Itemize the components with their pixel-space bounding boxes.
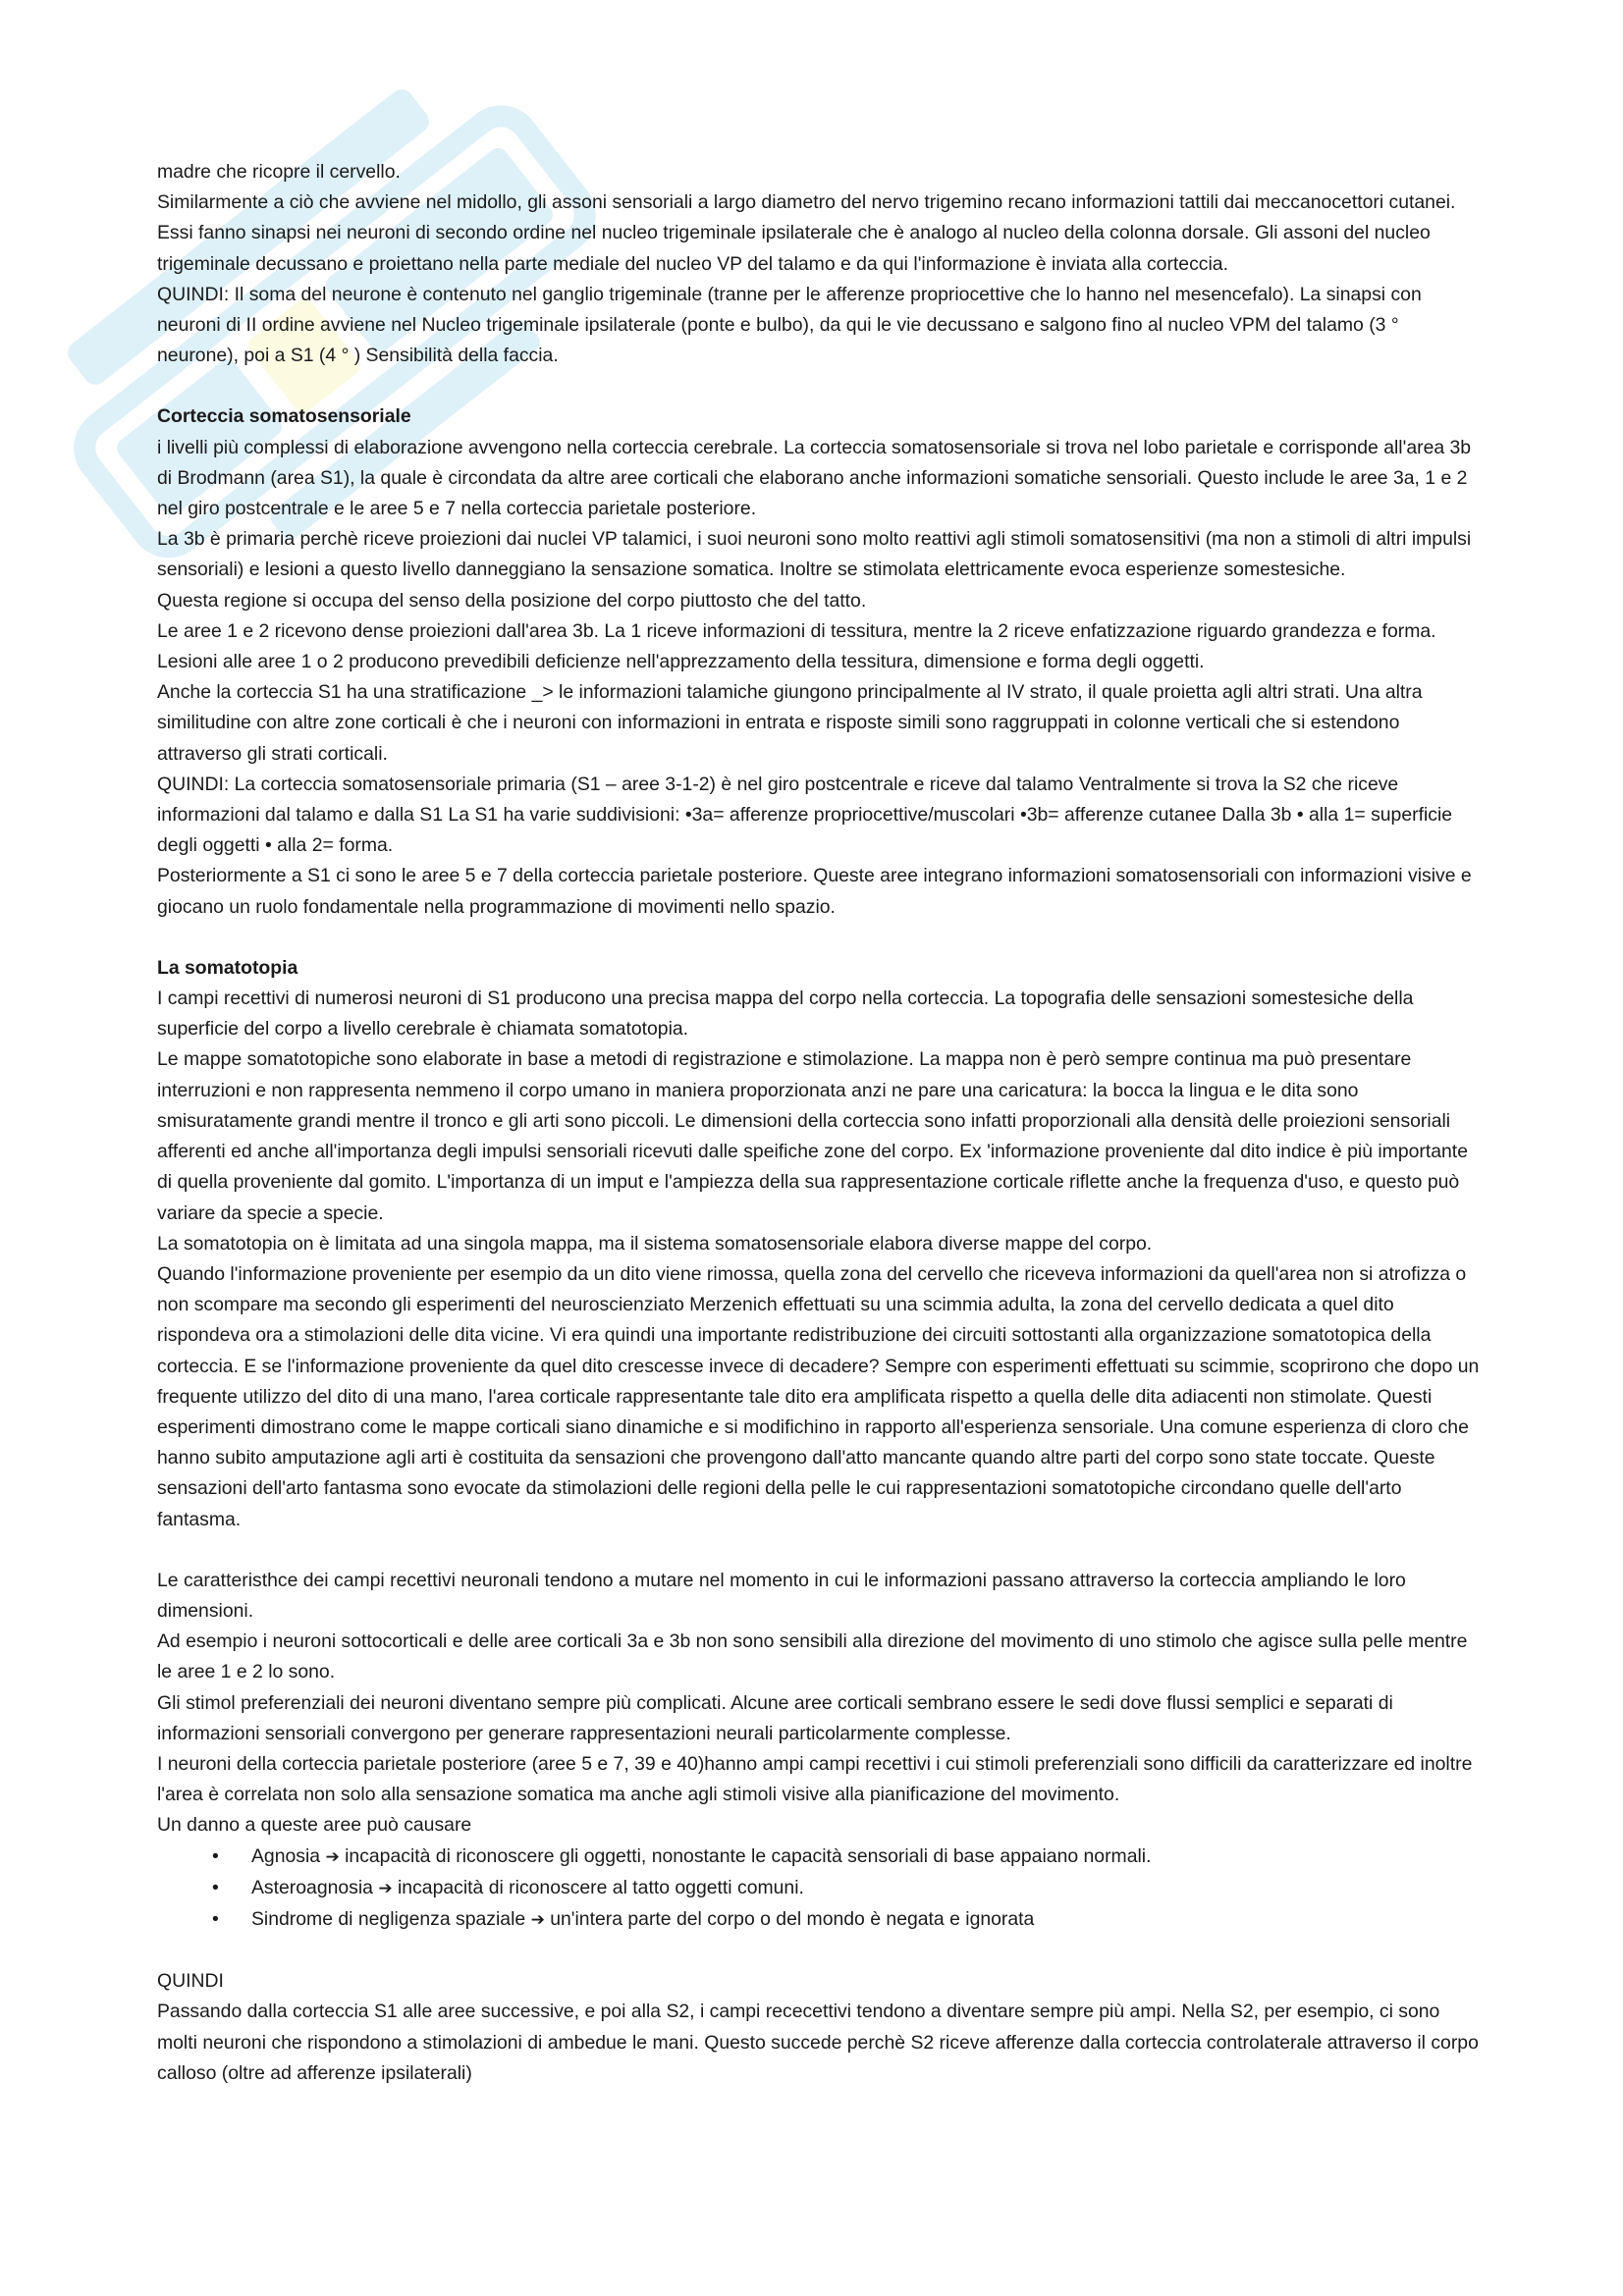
paragraph: La 3b è primaria perchè riceve proiezioni dai nuclei VP talamici, i suoi neuroni sono molto reattivi agli stimoli somatosensitivi (ma non a stimoli di altri impulsi sensoriali) e lesioni a questo livello danneggiano la sensazione somatica. Inoltre se stimolata elettricamente evoca esperienze somestesiche. [157,528,1472,581]
list-item [157,1904,1483,1936]
section-receptive-fields [157,1566,1483,1936]
bullet-icon: • [212,1907,219,1930]
list-item-desc: incapacità di riconoscere gli oggetti, nonostante le capacità sensoriali di base appaiano normali. [345,1844,1152,1867]
paragraph: I campi recettivi di numerosi neuroni di S1 producono una precisa mappa del corpo nella corteccia. La topografia delle sensazioni somestesiche della superficie del corpo a livello cerebrale è chiamata somatotopia. [157,988,1414,1041]
paragraph: I neuroni della corteccia parietale posteriore (aree 5 e 7, 39 e 40)hanno ampi campi recettivi i cui stimoli preferenziali sono difficili da caratterizzare ed inoltre l'area è correlata non solo alla sensazione somatica ma anche agli stimoli visive alla pianificazione del movimento. [157,1752,1473,1806]
arrow-right-icon: ➔ [530,1909,545,1930]
paragraph: Quando l'informazione proveniente per esempio da un dito viene rimossa, quella zona del cervello che riceveva informazioni da quell'area non si atrofizza o non scompare ma secondo gli esperimenti del neuroscienziato Merzenich effettuati su una scimmia adulta, la zona del cervello dedicata a quel dito rispondeva ora a stimolazioni delle dita vicine. Vi era quindi una importante redistribuzione dei circuiti sottostanti alla organizzazione somatotopica della corteccia. E se l'informazione proveniente da quel dito crescesse invece di decadere? Sempre con esperimenti effettuati su scimmie, scoprirono che dopo un frequente utilizzo del dito di una mano, l'area corticale rappresentante tale dito era amplificata rispetto a quella delle dita adiacenti non stimolate. Questi esperimenti dimostrano come le mappe corticali siano dinamiche e si modifichino in rapporto all'esperienza sensoriale. Una comune esperienza di cloro che hanno subito amputazione agli arti è costituita da sensazioni che provengono dall'atto mancante quando altre parti del corpo sono state toccate. Queste sensazioni dell'arto fantasma sono evocate da stimolazioni delle regioni della pelle le cui rappresentazioni somatotopiche circondano quelle dell'arto fantasma. [157,1262,1480,1530]
paragraph: Gli stimol preferenziali dei neuroni diventano sempre più complicati. Alcune aree corticali sembrano essere le sedi dove flussi semplici e separati di informazioni sensoriali convergono per generare rappresentazioni neurali particolarmente complesse. [157,1691,1393,1744]
paragraph: Le mappe somatotopiche sono elaborate in base a metodi di registrazione e stimolazione. La mappa non è però sempre continua ma può presentare interruzioni e non rappresenta nemmeno il corpo umano in maniera proporzionata anzi ne pare una caricatura: la bocca la lingua e le dita sono smisuratamente grandi mentre il tronco e gli arti sono piccoli. Le dimensioni della corteccia sono infatti proporzionali alla densità delle proiezioni sensoriali afferenti ed anche all'importanza degli impulsi sensoriali ricevuti dalle speifiche zone del corpo. Ex 'informazione proveniente dal dito indice è più importante di quella proveniente dal gomito. L'importanza di un imput e l'ampiezza della sua rappresentazione corticale riflette anche la frequenza d'uso, e questo può variare da specie a specie. [157,1048,1468,1224]
bullet-icon: • [212,1876,219,1898]
paragraph: QUINDI: Il soma del neurone è contenuto nel ganglio trigeminale (tranne per le afferenze propriocettive che lo hanno nel mesencefalo). La sinapsi con neuroni di II ordine avviene nel Nucleo trigeminale ipsilaterale (ponte e bulbo), da qui le vie decussano e salgono fino al nucleo VPM del talamo (3 ° neurone), poi a S1 (4 ° ) Sensibilità della faccia. [157,283,1422,367]
paragraph: Le aree 1 e 2 ricevono dense proiezioni dall'area 3b. La 1 riceve informazioni di tessitura, mentre la 2 riceve enfatizzazione riguardo grandezza e forma. Lesioni alle aree 1 o 2 producono prevedibili deficienze nell'apprezzamento della tessitura, dimensione e forma degli oggetti. [157,619,1436,673]
paragraph: Un danno a queste aree può causare [157,1814,472,1837]
list-item-desc: incapacità di riconoscere al tatto oggetti comuni. [398,1876,804,1898]
list-item-term: Agnosia [251,1844,321,1867]
bullet-icon: • [212,1844,219,1867]
section-quindi [157,1966,1483,2089]
section-cortex [157,401,1483,922]
paragraph: Questa regione si occupa del senso della posizione del corpo piuttosto che del tatto. [157,589,867,612]
arrow-right-icon: ➔ [325,1846,340,1867]
document-page [157,157,1483,2089]
section-somatotopia [157,953,1483,1535]
paragraph: Passando dalla corteccia S1 alle aree successive, e poi alla S2, i campi rececettivi tendono a diventare sempre più ampi. Nella S2, per esempio, ci sono molti neuroni che rispondono a stimolazioni di ambedue le mani. Questo succede perchè S2 riceve afferenze dalla corteccia controlaterale attraverso il corpo calloso (oltre ad afferenze ipsilaterali) [157,2001,1479,2084]
paragraph: i livelli più complessi di elaborazione avvengono nella corteccia cerebrale. La corteccia somatosensoriale si trova nel lobo parietale e corrisponde all'area 3b di Brodmann (area S1), la quale è circondata da altre aree corticali che elaborano anche informazioni somatiche sensoriali. Questo include le aree 3a, 1 e 2 nel giro postcentrale e le aree 5 e 7 nella corteccia parietale posteriore. [157,436,1472,520]
paragraph: Anche la corteccia S1 ha una stratificazione _> le informazioni talamiche giungono principalmente al IV strato, il quale proietta agli altri strati. Una altra similitudine con altre zone corticali è che i neuroni con informazioni in entrata e risposte simili sono raggruppati in colonne verticali che si estendono attraverso gli strati corticali. [157,681,1423,765]
list-item-term: Sindrome di negligenza spaziale [251,1907,526,1930]
paragraph: madre che ricopre il cervello. [157,161,401,183]
section-heading: La somatotopia [157,956,298,979]
section-heading: Corteccia somatosensoriale [157,405,411,428]
list-item [157,1873,1483,1904]
section-trigeminal [157,157,1483,371]
paragraph: La somatotopia on è limitata ad una singola mappa, ma il sistema somatosensoriale elabora diverse mappe del corpo. [157,1232,1153,1255]
arrow-right-icon: ➔ [378,1878,393,1898]
section-label: QUINDI [157,1970,224,1993]
list-item-desc: un'intera parte del corpo o del mondo è negata e ignorata [550,1907,1035,1930]
list-item-term: Asteroagnosia [251,1876,373,1898]
paragraph: Similarmente a ciò che avviene nel midollo, gli assoni sensoriali a largo diametro del nervo trigemino recano informazioni tattili dai meccanocettori cutanei. Essi fanno sinapsi nei neuroni di secondo ordine nel nucleo trigeminale ipsilaterale che è analogo al nucleo della colonna dorsale. Gli assoni del nucleo trigeminale decussano e proiettano nella parte mediale del nucleo VP del talamo e da qui l'informazione è inviata alla corteccia. [157,191,1456,275]
bullet-list [157,1842,1483,1937]
paragraph: Ad esempio i neuroni sottocorticali e delle aree corticali 3a e 3b non sono sensibili alla direzione del movimento di uno stimolo che agisce sulla pelle mentre le aree 1 e 2 lo sono. [157,1630,1468,1683]
paragraph: QUINDI: La corteccia somatosensoriale primaria (S1 – aree 3-1-2) è nel giro postcentrale e riceve dal talamo Ventralmente si trova la S2 che riceve informazioni dal talamo e dalla S1 La S1 ha varie suddivisioni: •3a= afferenze propriocettive/muscolari •3b= afferenze cutanee Dalla 3b • alla 1= superficie degli oggetti • alla 2= forma. [157,773,1453,857]
list-item [157,1842,1483,1873]
paragraph: Le caratteristhce dei campi recettivi neuronali tendono a mutare nel momento in cui le informazioni passano attraverso la corteccia ampliando le loro dimensioni. [157,1569,1406,1622]
paragraph: Posteriormente a S1 ci sono le aree 5 e 7 della corteccia parietale posteriore. Queste aree integrano informazioni somatosensoriali con informazioni visive e giocano un ruolo fondamentale nella programmazione di movimenti nello spazio. [157,865,1472,918]
